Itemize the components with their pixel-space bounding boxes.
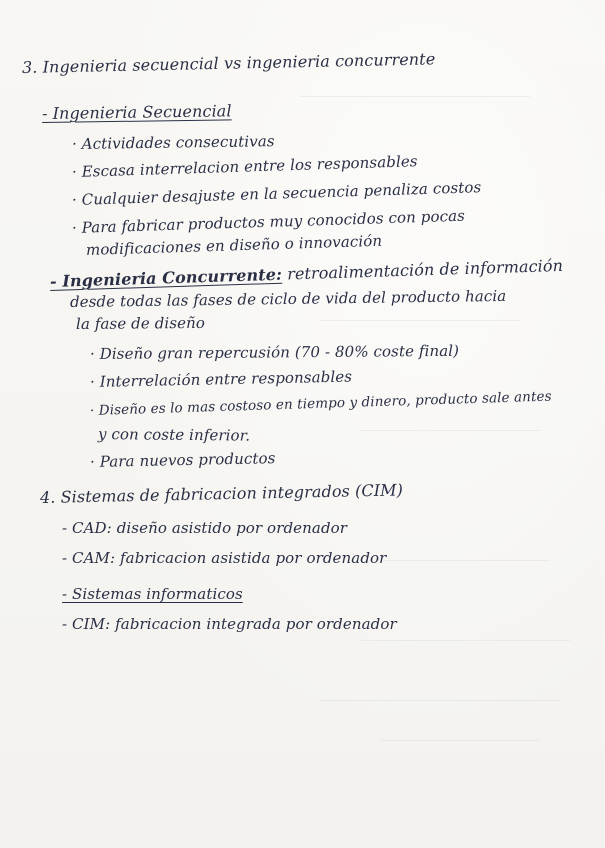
concurrent-heading-line-3 bbox=[76, 313, 205, 334]
section-4-title bbox=[40, 480, 403, 508]
item-text: - Sistemas informaticos bbox=[62, 585, 243, 603]
concurrent-bullet-continuation bbox=[98, 424, 250, 446]
sequential-bullet bbox=[72, 206, 466, 238]
sequential-bullet bbox=[72, 131, 275, 154]
section-4-item bbox=[62, 584, 243, 604]
bullet-text: · Diseño gran repercusión (70 - 80% coste final) bbox=[89, 341, 460, 363]
bullet-text: modificaciones en diseño o innovación bbox=[85, 231, 383, 259]
sequential-bullet bbox=[72, 151, 418, 182]
bleed-through-mark bbox=[360, 640, 570, 641]
concurrent-bullet bbox=[90, 448, 276, 472]
bleed-through-mark bbox=[380, 740, 540, 741]
bleed-through-mark bbox=[300, 96, 530, 97]
concurrent-bullet bbox=[90, 341, 459, 364]
bullet-text: · Escasa interrelacion entre los responsables bbox=[71, 152, 418, 181]
item-text: - CAM: fabricacion asistida por ordenador bbox=[62, 549, 387, 567]
section-4-title-text: 4. Sistemas de fabricacion integrados (CIM) bbox=[39, 480, 404, 507]
section-4-item bbox=[62, 548, 386, 568]
bleed-through-mark bbox=[320, 320, 520, 321]
bullet-text: · Para nuevos productos bbox=[89, 449, 276, 471]
sequential-bullet bbox=[72, 177, 482, 210]
concurrent-heading-text: la fase de diseño bbox=[75, 313, 206, 333]
concurrent-heading-label: - Ingenieria Concurrente: bbox=[49, 264, 283, 291]
bullet-text: · Interrelación entre responsables bbox=[89, 367, 353, 391]
item-text: - CAD: diseño asistido por ordenador bbox=[62, 519, 348, 537]
bullet-text: · Actividades consecutivas bbox=[71, 132, 275, 153]
bullet-text: y con coste inferior. bbox=[97, 425, 251, 445]
section-3-title bbox=[22, 49, 436, 78]
bleed-through-mark bbox=[320, 700, 560, 701]
bleed-through-mark bbox=[360, 430, 540, 431]
bullet-text: · Cualquier desajuste en la secuencia penaliza costos bbox=[71, 178, 482, 209]
section-4-item bbox=[62, 518, 347, 538]
concurrent-bullet bbox=[90, 367, 352, 392]
concurrent-heading-rest: retroalimentación de información bbox=[281, 255, 564, 284]
sequential-heading-text: - Ingenieria Secuencial bbox=[41, 101, 232, 123]
section-3-title-text: 3. Ingenieria secuencial vs ingenieria concurrente bbox=[21, 49, 436, 77]
item-text: - CIM: fabricacion integrada por ordenador bbox=[62, 615, 397, 633]
bleed-through-mark bbox=[380, 560, 550, 561]
sequential-heading bbox=[42, 101, 232, 124]
concurrent-bullet bbox=[90, 385, 552, 420]
concurrent-heading-text: desde todas las fases de ciclo de vida del producto hacia bbox=[69, 286, 507, 311]
section-4-item bbox=[62, 614, 397, 634]
bullet-text: · Para fabricar productos muy conocidos con pocas bbox=[71, 206, 466, 237]
concurrent-heading-line-2 bbox=[70, 286, 507, 312]
bullet-text: · Diseño es lo mas costoso en tiempo y dinero, producto sale antes bbox=[89, 388, 552, 419]
